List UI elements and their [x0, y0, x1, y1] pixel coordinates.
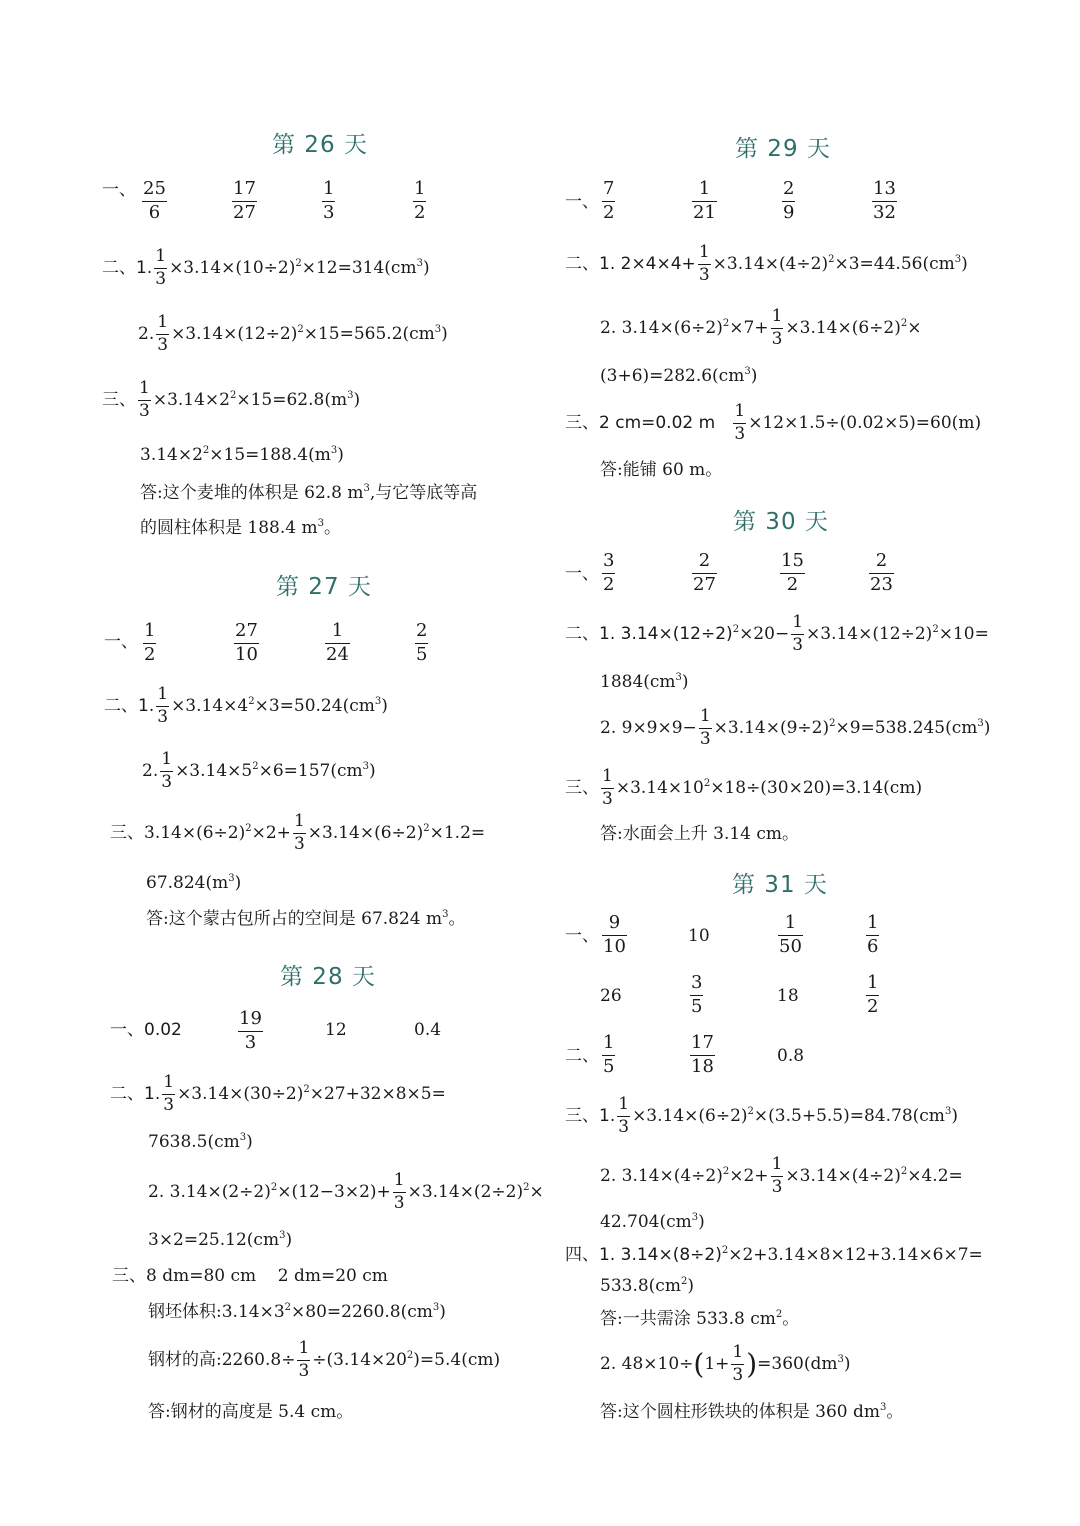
d27-s2-line1: 二、1. $\frac{1}{3}$ $\times 3.14\times 4^2\times 3=50.24(cm^3)$ [104, 684, 388, 727]
d28-value-1: 12 [325, 1020, 347, 1040]
d29-s3-line1: 三、2 cm=0.02 m $\frac{1}{3}$ ×12×1.5÷(0.02×5)=60(m) [565, 401, 982, 444]
d27-fraction-1: $\frac{1}{2}$ [144, 620, 156, 665]
day-26-title: 第 26 天 [272, 132, 368, 158]
d29-s2-line3: $(3+6)=282.6(cm^3)$ [600, 366, 758, 386]
d31-fraction-1: $\frac{9}{10}$ [603, 912, 626, 957]
day-31-title: 第 31 天 [732, 872, 828, 898]
d28-s2-line3: 2. $3.14\times(2\div 2)^2\times(12-3\times 2)+$ $\frac{1}{3}$ $\times 3.14\times(2\div 2)^2\times$ [148, 1170, 544, 1213]
d29-fraction-1: $\frac{7}{2}$ [603, 178, 615, 223]
day-29-title: 第 29 天 [735, 136, 831, 162]
day-27-title: 第 27 天 [276, 574, 372, 600]
d27-s3-line2: $67.824(m^3)$ [146, 873, 242, 893]
d27-fraction-3: $\frac{1}{24}$ [326, 620, 349, 665]
d29-fraction-3: $\frac{2}{9}$ [783, 178, 795, 223]
d31-fraction-2: $\frac{1}{50}$ [779, 912, 802, 957]
d29-s2-line2: 2. $3.14\times(6\div 2)^2\times 7+$ $\frac{1}{3}$ $\times 3.14\times(6\div 2)^2\times$ [600, 306, 922, 349]
d31-s4-line2: $533.8(cm^2)$ [600, 1276, 694, 1296]
d31-s3-line2: 2. $3.14\times(4\div 2)^2\times 2+$ $\frac{1}{3}$ $\times 3.14\times(4\div 2)^2\times 4.2=$ [600, 1154, 963, 1197]
d30-fraction-2: $\frac{2}{27}$ [693, 550, 716, 595]
d31-value-3: 18 [777, 986, 799, 1006]
d30-s1: 一、 [565, 564, 599, 584]
d31-answer-1: 答:一共需涂 533.8 $cm^2$。 [600, 1309, 800, 1329]
d26-answer-line1: 答:这个麦堆的体积是 62.8 $m^3$,与它等底等高 [140, 483, 478, 503]
d31-fraction-5: $\frac{1}{2}$ [867, 972, 879, 1017]
day-30-title: 第 30 天 [733, 509, 829, 535]
d31-s1: 一、 [565, 926, 599, 946]
d31-value-2: 26 [600, 986, 622, 1006]
d29-s2-line1: 二、1. 2×4×4+ $\frac{1}{3}$ $\times 3.14\times(4\div 2)^2\times 3=44.56(cm^3)$ [565, 242, 968, 285]
d30-fraction-1: $\frac{3}{2}$ [603, 550, 615, 595]
d26-s3-line1: 三、 $\frac{1}{3}$ $\times 3.14\times 2^2\times 15=62.8(m^3)$ [102, 378, 361, 421]
d28-fraction-1: $\frac{19}{3}$ [239, 1008, 262, 1053]
d28-value-2: 0.4 [414, 1020, 442, 1040]
d26-fraction-1: $\frac{25}{6}$ [143, 178, 166, 223]
d26-s1 [102, 182, 136, 199]
fraction-one-third: $\frac{1}{3}$ [155, 246, 167, 289]
d31-s4-line1: 四、1. $3.14\times(8\div 2)^2\times 2+3.14\times 8\times 12+3.14\times 6\times 7=$ [565, 1245, 983, 1265]
d31-value-1: 10 [688, 926, 710, 946]
d31-s2-fraction-1: $\frac{1}{5}$ [603, 1032, 615, 1077]
d30-s3-line1: 三、 $\frac{1}{3}$ $\times 3.14\times 10^2\times 18\div(30\times 20)=3.14(cm)$ [565, 766, 923, 809]
d27-answer: 答:这个蒙古包所占的空间是 67.824 $m^3$。 [146, 909, 466, 929]
day-28-title: 第 28 天 [280, 964, 376, 990]
d31-fraction-3: $\frac{1}{6}$ [867, 912, 879, 957]
d26-fraction-4: $\frac{1}{2}$ [414, 178, 426, 223]
d28-s3-line2: 钢坯体积$:3.14\times 3^2\times 80=2260.8(cm^3)$ [148, 1302, 446, 1322]
d28-s1: 一、0.02 [110, 1020, 182, 1040]
d30-answer: 答:水面会上升 3.14 cm。 [600, 824, 800, 844]
d28-s3-line1: 三、8 dm=80 cm 2 dm=20 cm [112, 1266, 388, 1286]
d30-s2-line1: 二、1. $3.14\times(12\div 2)^2\times 20-$ $\frac{1}{3}$ $\times 3.14\times(12\div 2)^2\times 10=$ [565, 612, 989, 655]
d29-fraction-2: $\frac{1}{21}$ [693, 178, 716, 223]
d26-fraction-3: $\frac{1}{3}$ [323, 178, 335, 223]
d31-s2: 二、 [565, 1046, 599, 1066]
d29-s1: 一、 [565, 192, 599, 212]
d30-fraction-3: $\frac{15}{2}$ [781, 550, 804, 595]
d26-s2-line1: 二、1. $\frac{1}{3}$ $\times 3.14\times(10\div 2)^2\times 12=314(cm^3)$ [102, 246, 430, 289]
d29-answer: 答:能铺 60 m。 [600, 460, 723, 480]
d27-fraction-4: $\frac{2}{5}$ [416, 620, 428, 665]
d27-fraction-2: $\frac{27}{10}$ [235, 620, 258, 665]
d31-s4-line3: 2. 48×10÷(1+ $\frac{1}{3}$ )$=360(dm^3)$ [600, 1342, 851, 1385]
d29-fraction-4: $\frac{13}{32}$ [873, 178, 896, 223]
d31-fraction-4: $\frac{3}{5}$ [691, 972, 703, 1017]
d31-s2-fraction-2: $\frac{17}{18}$ [691, 1032, 714, 1077]
d28-answer: 答:钢材的高度是 5.4 cm。 [148, 1402, 354, 1422]
d27-s3-line1: 三、$3.14\times(6\div 2)^2\times 2+$ $\frac{1}{3}$ $\times 3.14\times(6\div 2)^2\times 1.2=$ [110, 811, 486, 854]
d27-s2-line2: 2. $\frac{1}{3}$ $\times 3.14\times 5^2\times 6=157(cm^3)$ [142, 749, 376, 792]
d27-s1: 一、 [104, 632, 138, 652]
d26-fraction-2: $\frac{17}{27}$ [233, 178, 256, 223]
d30-s2-line2: $1884(cm^3)$ [600, 672, 689, 692]
d31-s2-value: 0.8 [777, 1046, 805, 1066]
d28-s2-line2: $7638.5(cm^3)$ [148, 1132, 253, 1152]
d26-s3-line2: $3.14\times 2^2\times 15=188.4(m^3)$ [140, 445, 344, 465]
d30-fraction-4: $\frac{2}{23}$ [870, 550, 893, 595]
section-label: 一、 [102, 180, 136, 200]
d28-s2-line4: $3\times 2=25.12(cm^3)$ [148, 1230, 293, 1250]
d28-s2-line1: 二、1. $\frac{1}{3}$ $\times 3.14\times(30\div 2)^2\times 27+32\times 8\times 5=$ [110, 1072, 446, 1115]
d31-s3-line3: $42.704(cm^3)$ [600, 1212, 705, 1232]
d30-s2-line3: 2. 9×9×9− $\frac{1}{3}$ $\times 3.14\times(9\div 2)^2\times 9=538.245(cm^3)$ [600, 706, 991, 749]
d28-s3-line3: 钢材的高:2260.8÷ $\frac{1}{3}$ $\div(3.14\times 20^2)=5.4(cm)$ [148, 1338, 501, 1381]
d31-answer-2: 答:这个圆柱形铁块的体积是 360 $dm^3$。 [600, 1402, 904, 1422]
d31-s3-line1: 三、1. $\frac{1}{3}$ $\times 3.14\times(6\div 2)^2\times(3.5+5.5)=84.78(cm^3)$ [565, 1094, 958, 1137]
d26-answer-line2: 的圆柱体积是 188.4 $m^3$。 [140, 518, 341, 538]
d26-s2-line2: 2. $\frac{1}{3}$ $\times 3.14\times(12\div 2)^2\times 15=565.2(cm^3)$ [138, 312, 448, 355]
